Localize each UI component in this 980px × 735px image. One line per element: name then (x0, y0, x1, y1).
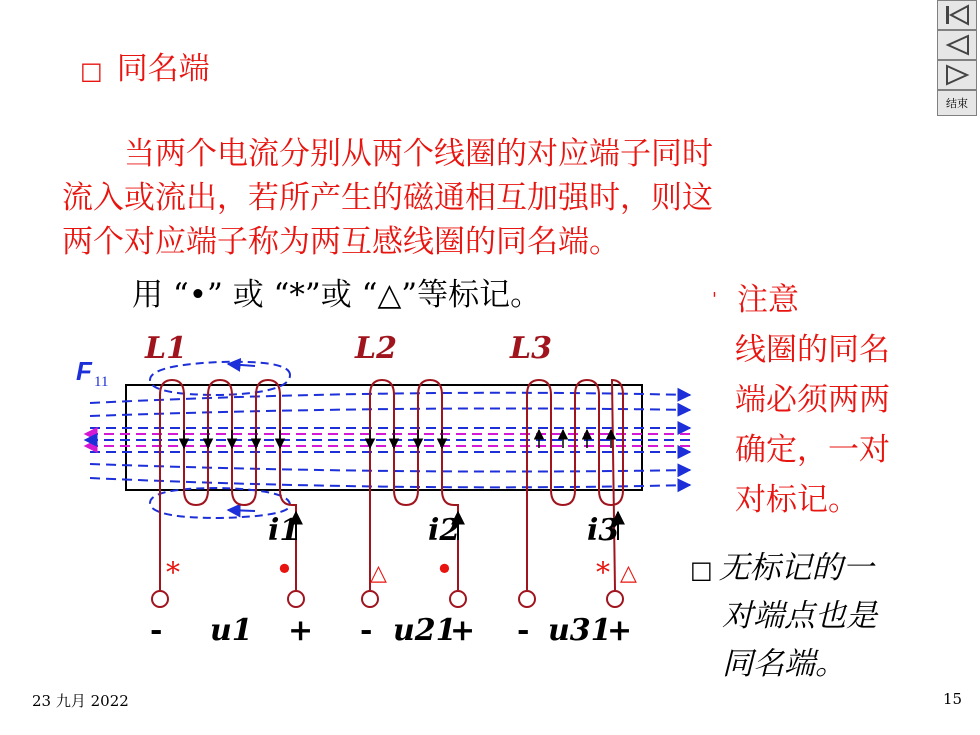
note-heading: 注意 (736, 282, 799, 318)
voltage-u21: u21 (393, 613, 457, 648)
terminals (152, 591, 623, 607)
current-label-i3: i3 (587, 513, 620, 548)
note2-body (722, 592, 942, 688)
slide-nav (937, 0, 977, 116)
end-show-button[interactable]: 结束 (937, 90, 977, 116)
polarity-plus: + (607, 613, 633, 648)
note-line: 对标记。 (735, 482, 859, 518)
core-rect (126, 385, 642, 490)
coil-windings (160, 380, 623, 590)
marker-star: * (166, 556, 180, 589)
marker-star: * (596, 556, 610, 589)
current-label-i1: i1 (268, 513, 301, 548)
marker-triangle: △ (620, 561, 637, 586)
note-tick: ' (712, 289, 717, 310)
flux-subscript: 11 (94, 374, 109, 390)
flux-label: F (76, 356, 92, 386)
note2-first-row (690, 544, 930, 594)
title-bullet: □ (80, 57, 103, 85)
definition-line: 当两个电流分别从两个线圈的对应端子同时 (62, 136, 713, 172)
coil-label-l1: L1 (145, 331, 187, 366)
note2-line: 同名端。 (722, 646, 846, 682)
prev-slide-button[interactable] (937, 30, 977, 60)
coil-label-l2: L2 (355, 331, 397, 366)
voltage-u31: u31 (548, 613, 612, 648)
note-body (735, 325, 935, 525)
definition-line: 流入或流出，若所产生的磁通相互加强时，则这 (62, 180, 713, 216)
note2-bullet: □ (690, 556, 713, 584)
voltage-labels (150, 613, 632, 648)
prev-icon (942, 33, 972, 57)
footer-date: 23 九月 2022 (32, 692, 129, 710)
note-line: 线圈的同名 (735, 332, 890, 368)
coupled-coils-diagram (60, 330, 700, 680)
marker-dot: • (275, 550, 294, 588)
note2-first: 无标记的一 (718, 550, 874, 586)
marker-dot: • (435, 550, 454, 588)
polarity-plus: + (450, 613, 476, 648)
section-title (80, 50, 210, 90)
coil-label-l3: L3 (510, 331, 552, 366)
definition-paragraph (62, 132, 892, 264)
voltage-u1: u1 (210, 613, 253, 648)
note-line: 端必须两两 (735, 382, 890, 418)
note2-line: 对端点也是 (722, 598, 877, 634)
polarity-minus: - (150, 613, 163, 648)
current-label-i2: i2 (428, 513, 461, 548)
first-slide-button[interactable] (937, 0, 977, 30)
polarity-markers (166, 550, 637, 589)
polarity-minus: - (360, 613, 373, 648)
definition-line: 两个对应端子称为两互感线圈的同名端。 (62, 224, 620, 260)
marking-text: 用 “•” 或 “*”或 “△”等标记。 (132, 277, 542, 313)
page-number: 15 (943, 690, 963, 708)
note-heading-row (712, 275, 922, 325)
first-icon (942, 3, 972, 27)
marker-triangle: △ (370, 561, 387, 586)
polarity-plus: + (288, 613, 314, 648)
note-line: 确定，一对 (735, 432, 890, 468)
next-icon (942, 63, 972, 87)
polarity-minus: - (517, 613, 530, 648)
next-slide-button[interactable] (937, 60, 977, 90)
title-text: 同名端 (116, 51, 210, 87)
